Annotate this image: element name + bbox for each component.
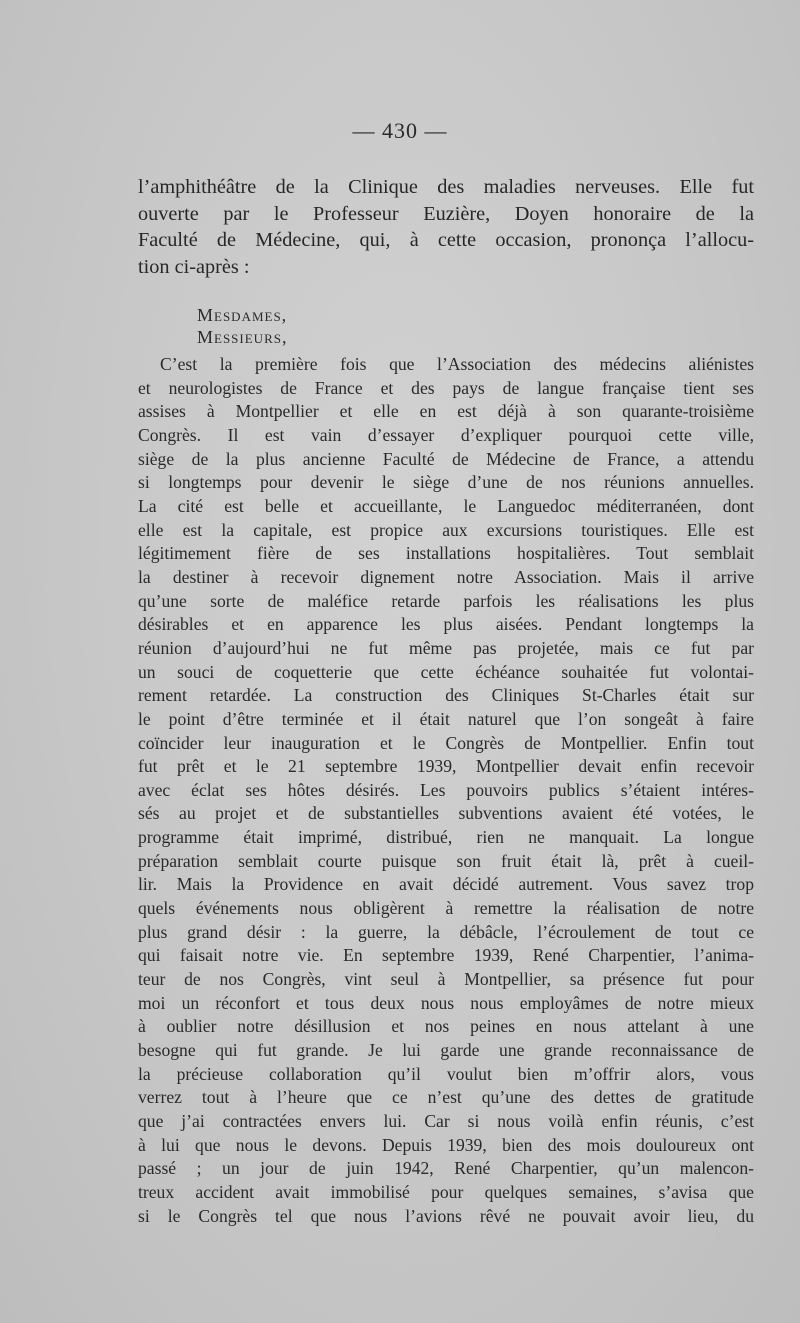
text-line: à lui que nous le devons. Depuis 1939, bien des mois douloureux ont — [138, 1134, 754, 1155]
text-line: l’amphithéâtre de la Clinique des maladies nerveuses. Elle fut — [138, 176, 754, 198]
text-line: la précieuse collaboration qu’il voulut bien m’offrir alors, vous — [138, 1063, 754, 1084]
text-line: avec éclat ses hôtes désirés. Les pouvoirs publics s’étaient intéres- — [138, 779, 754, 800]
text-line: assises à Montpellier et elle en est déjà à son quarante-troisième — [138, 401, 754, 422]
text-line: sés au projet et de substantielles subventions avaient été votées, le — [138, 803, 754, 824]
text-line: coïncider leur inauguration et le Congrès de Montpellier. Enfin tout — [138, 732, 754, 753]
text-line: que j’ai contractées envers lui. Car si nous voilà enfin réunis, c’est — [138, 1111, 754, 1131]
salutation-line: Mesdames, — [197, 305, 288, 325]
text-line: qu’une sorte de maléfice retarde parfois les réalisations les plus — [138, 590, 754, 611]
text-line: elle est la capitale, est propice aux excursions touristiques. Elle est — [138, 519, 754, 540]
text-line: La cité est belle et accueillante, le Languedoc méditerranéen, dont — [138, 495, 754, 516]
text-line: si le Congrès tel que nous l’avions rêvé ne pouvait avoir lieu, du — [138, 1205, 754, 1226]
text-line: la destiner à recevoir dignement notre Association. Mais il arrive — [138, 566, 754, 587]
text-line: désirables et en apparence les plus aisées. Pendant longtemps la — [138, 614, 754, 635]
text-line: à oublier notre désillusion et nos peines en nous attelant à une — [138, 1016, 754, 1037]
text-line: siège de la plus ancienne Faculté de Médecine de France, a attendu — [138, 448, 754, 469]
salutation-line: Messieurs, — [197, 327, 288, 347]
text-line: besogne qui fut grande. Je lui garde une grande reconnaissance de — [138, 1040, 754, 1061]
intro-paragraph — [138, 174, 754, 280]
text-line: rement retardée. La construction des Cliniques St-Charles était sur — [138, 685, 754, 706]
text-line: quels événements nous obligèrent à remettre la réalisation de notre — [138, 898, 754, 919]
text-line: passé ; un jour de juin 1942, René Charpentier, qu’un malencon- — [138, 1158, 754, 1179]
text-line: lir. Mais la Providence en avait décidé autrement. Vous savez trop — [138, 874, 754, 895]
text-line: verrez tout à l’heure que ce n’est qu’une des dettes de gratitude — [138, 1087, 754, 1108]
text-line: plus grand désir : la guerre, la débâcle, l’écroulement de tout ce — [138, 921, 754, 942]
text-line: programme était imprimé, distribué, rien ne manquait. La longue — [138, 827, 754, 848]
text-line: réunion d’aujourd’hui ne fut même pas projetée, mais ce fut par — [138, 637, 754, 658]
text-line: treux accident avait immobilisé pour quelques semaines, s’avisa que — [138, 1181, 754, 1202]
text-line: un souci de coquetterie que cette échéance souhaitée fut volontai- — [138, 661, 754, 682]
text-line: préparation semblait courte puisque son fruit était là, prêt à cueil- — [138, 850, 754, 871]
text-line: si longtemps pour devenir le siège d’une de nos réunions annuelles. — [138, 472, 754, 493]
salutation — [197, 304, 287, 348]
text-line: teur de nos Congrès, vint seul à Montpellier, sa présence fut pour — [138, 969, 754, 990]
text-line: qui faisait notre vie. En septembre 1939, René Charpentier, l’anima- — [138, 945, 754, 966]
text-line: moi un réconfort et tous deux nous nous employâmes de notre mieux — [138, 992, 754, 1013]
text-line: légitimement fière de ses installations hospitalières. Tout semblait — [138, 543, 754, 564]
text-line: ouverte par le Professeur Euzière, Doyen honoraire de la — [138, 202, 754, 225]
text-line: le point d’être terminée et il était naturel que l’on songeât à faire — [138, 708, 754, 729]
text-line: et neurologistes de France et des pays de langue française tient ses — [138, 377, 754, 398]
text-line: fut prêt et le 21 septembre 1939, Montpellier devait enfin recevoir — [138, 756, 754, 777]
text-line: Congrès. Il est vain d’essayer d’expliquer pourquoi cette ville, — [138, 424, 754, 445]
text-line: C’est la première fois que l’Association des médecins aliénistes — [160, 354, 754, 374]
text-line: Faculté de Médecine, qui, à cette occasion, prononça l’allocu- — [138, 229, 754, 252]
speech-paragraph — [138, 353, 754, 1228]
page-number: — 430 — — [352, 118, 448, 143]
text-line: tion ci-après : — [138, 255, 250, 278]
